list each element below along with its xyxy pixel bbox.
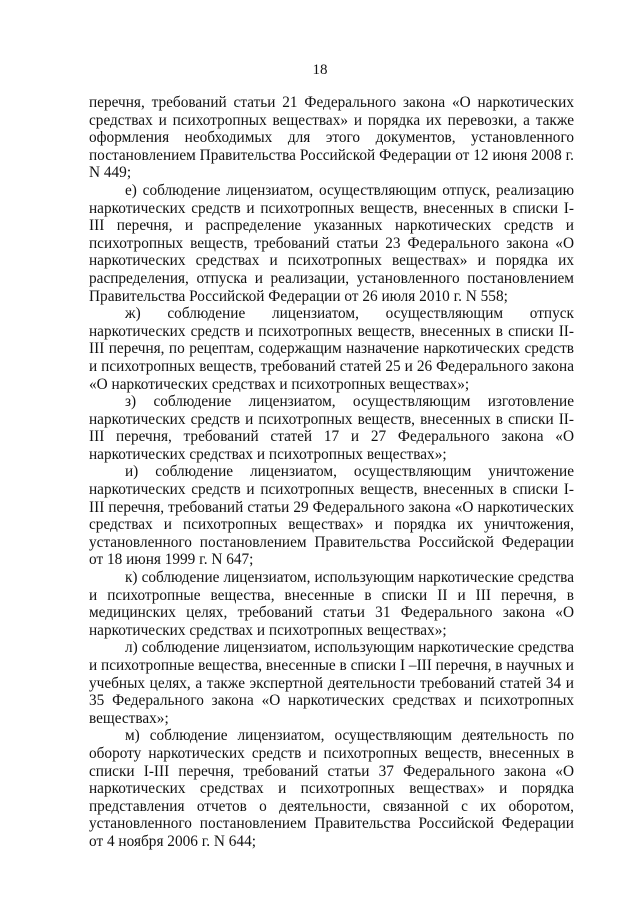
paragraph-continuation: перечня, требований статьи 21 Федерального закона «О наркотических средствах и психотропных веществах» и порядка их перевозки, а также оформления необходимых для этого документов, установленного постановлением Правительства Российской Федерации от 12 июня 2008 г. N 449;	[89, 94, 574, 182]
paragraph-l: л) соблюдение лицензиатом, использующим наркотические средства и психотропные вещества, внесенные в списки I –III перечня, в научных и учебных целях, а также экспертной деятельности требований статей 34 и 35 Федерального закона «О наркотических средствах и психотропных веществах»;	[89, 639, 574, 727]
paragraph-k: к) соблюдение лицензиатом, использующим наркотические средства и психотропные вещества, внесенные в списки II и III перечня, в медицинских целях, требований статьи 31 Федерального закона «О наркотических средствах и психотропных веществах»;	[89, 569, 574, 639]
body-text	[89, 94, 574, 851]
paragraph-e: е) соблюдение лицензиатом, осуществляющим отпуск, реализацию наркотических средств и психотропных веществ, внесенных в списки I-III перечня, и распределение указанных наркотических средств и психотропных веществ, требований статьи 23 Федерального закона «О наркотических средствах и психотропных веществах» и порядка их распределения, отпуска и реализации, установленного постановлением Правительства Российской Федерации от 26 июля 2010 г. N 558;	[89, 181, 574, 305]
paragraph-m: м) соблюдение лицензиатом, осуществляющим деятельность по обороту наркотических средств и психотропных веществ, внесенных в списки I-III перечня, требований статьи 37 Федерального закона «О наркотических средствах и психотропных веществах» и порядка представления отчетов о деятельности, связанной с их оборотом, установленного постановлением Правительства Российской Федерации от 4 ноября 2006 г. N 644;	[89, 727, 574, 850]
paragraph-i: и) соблюдение лицензиатом, осуществляющим уничтожение наркотических средств и психотропных веществ, внесенных в списки I-III перечня, требований статьи 29 Федерального закона «О наркотических средствах и психотропных веществах» и порядка их уничтожения, установленного постановлением Правительства Российской Федерации от 18 июня 1999 г. N 647;	[89, 463, 574, 569]
page-number: 18	[312, 62, 328, 78]
paragraph-zh: ж) соблюдение лицензиатом, осуществляющим отпуск наркотических средств и психотропных веществ, внесенных в списки II-III перечня, по рецептам, содержащим назначение наркотических средств и психотропных веществ, требований статей 25 и 26 Федерального закона «О наркотических средствах и психотропных веществах»;	[89, 305, 574, 393]
paragraph-z: з) соблюдение лицензиатом, осуществляющим изготовление наркотических средств и психотропных веществ, внесенных в списки II-III перечня, требований статей 17 и 27 Федерального закона «О наркотических средствах и психотропных веществах»;	[89, 393, 574, 463]
